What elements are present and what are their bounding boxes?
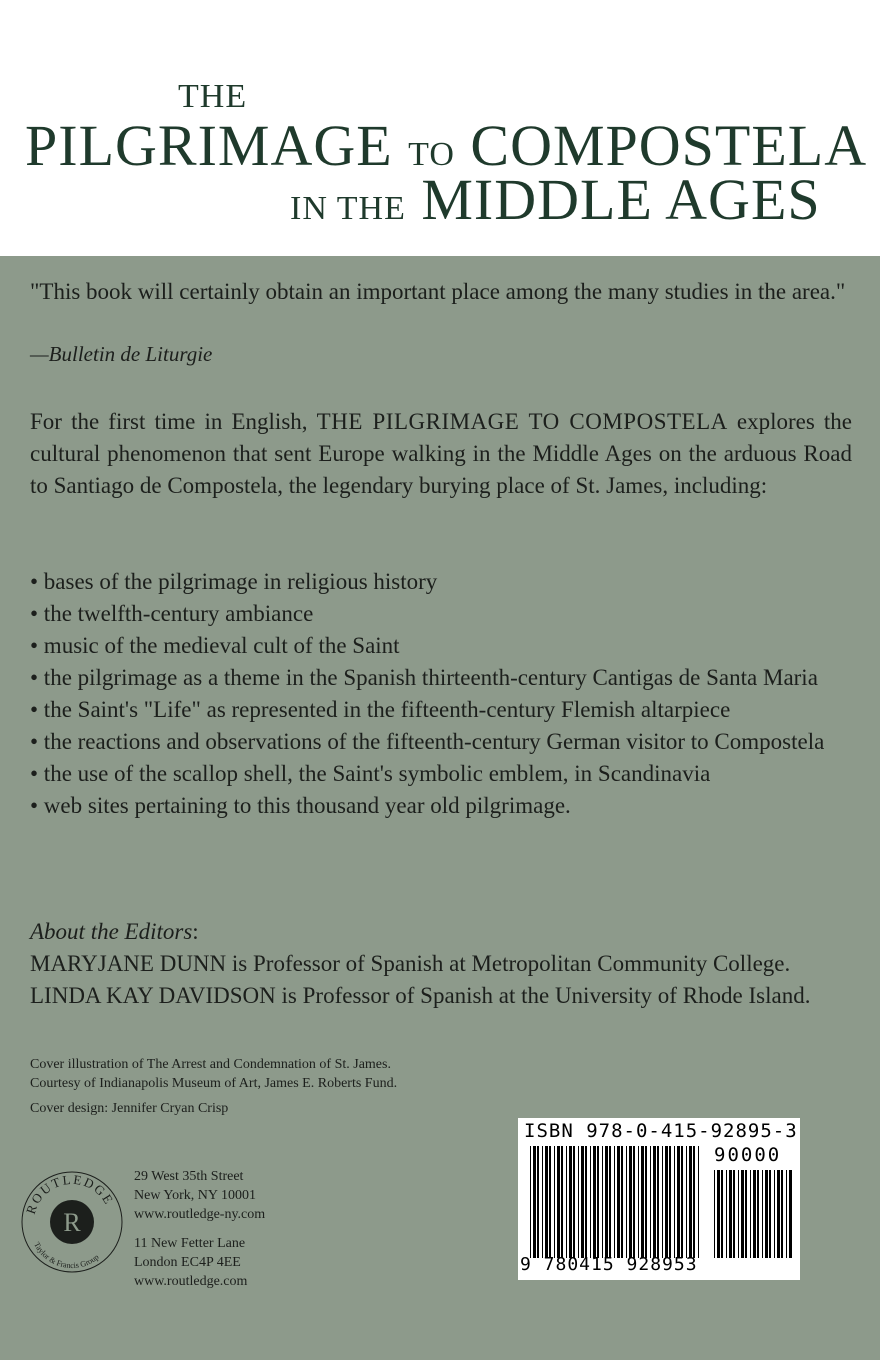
editor-1-name: MARYJANE DUNN <box>30 951 227 976</box>
barcode-bar <box>786 1170 787 1258</box>
barcode-bar <box>578 1146 579 1258</box>
barcode-bar <box>590 1146 591 1258</box>
barcode-bar <box>641 1146 644 1258</box>
barcode-bar <box>733 1170 735 1258</box>
barcode-bar <box>585 1146 587 1258</box>
barcode-bar <box>554 1146 555 1258</box>
barcode-bar <box>645 1146 647 1258</box>
barcode-bar <box>686 1146 687 1258</box>
barcode-bar <box>626 1146 627 1258</box>
barcode-bar <box>530 1146 531 1258</box>
title-word-pilgrimage: PILGRIMAGE <box>25 113 393 178</box>
barcode-bar <box>557 1146 560 1258</box>
list-item: • the reactions and observations of the fifteenth-century German visitor to Compostela <box>30 729 825 754</box>
uk-address-web[interactable]: www.routledge.com <box>134 1274 248 1289</box>
review-quote: "This book will certainly obtain an important place among the many studies in the area." <box>30 279 846 304</box>
uk-address-street: 11 New Fetter Lane <box>134 1236 246 1251</box>
barcode-bar <box>573 1146 575 1258</box>
barcode-bar <box>750 1170 751 1258</box>
barcode-digits: 9 780415 928953 <box>520 1254 698 1275</box>
review-source: —Bulletin de Liturgie <box>30 342 213 366</box>
routledge-logo <box>20 1170 124 1274</box>
barcode-bar <box>693 1146 695 1258</box>
credit-illustration: Cover illustration of The Arrest and Condemnation of St. James. <box>30 1057 391 1072</box>
isbn-label: ISBN 978-0-415-92895-3 <box>524 1120 798 1142</box>
title-word-middle-ages: MIDDLE AGES <box>421 167 821 232</box>
barcode-bar <box>629 1146 632 1258</box>
about-heading-line <box>30 916 870 948</box>
about-heading: About the Editors <box>30 919 193 944</box>
barcode-bars-main <box>530 1146 700 1258</box>
barcode-bar <box>753 1170 756 1258</box>
title-line-1: THE <box>178 78 248 115</box>
price-code: 90000 <box>714 1144 782 1166</box>
us-address-city: New York, NY 10001 <box>134 1188 256 1203</box>
intro-lead: For the first time in English, <box>30 409 308 434</box>
editor-2-name: LINDA KAY DAVIDSON <box>30 983 276 1008</box>
barcode-bar <box>593 1146 596 1258</box>
about-editors <box>30 916 870 1012</box>
barcode-bar <box>698 1146 699 1258</box>
barcode-bar <box>745 1170 747 1258</box>
barcode-bar <box>677 1146 680 1258</box>
barcode-bar <box>769 1170 771 1258</box>
barcode-bar <box>721 1170 723 1258</box>
list-item: • the use of the scallop shell, the Saint's symbolic emblem, in Scandinavia <box>30 761 711 786</box>
title-word-compostela: COMPOSTELA <box>470 113 868 178</box>
us-address-web[interactable]: www.routledge-ny.com <box>134 1207 266 1222</box>
intro-rest: explores the cultural phenomenon that sent Europe walking in the Middle Ages on the arduous Road to Santiago de Compostela, the legendary burying place of St. James, including: <box>30 409 853 498</box>
editor-1-desc: is Professor of Spanish at Metropolitan Community College. <box>226 951 791 976</box>
barcode-bar <box>609 1146 611 1258</box>
barcode-bar <box>665 1146 668 1258</box>
barcode-bar <box>765 1170 768 1258</box>
credit-design: Cover design: Jennifer Cryan Crisp <box>30 1101 229 1116</box>
barcode-bar <box>757 1170 759 1258</box>
barcode-bar <box>653 1146 656 1258</box>
barcode-bar <box>537 1146 539 1258</box>
editor-2-desc: is Professor of Spanish at the University of Rhode Island. <box>275 983 811 1008</box>
intro-paragraph <box>30 406 852 502</box>
title-line-3 <box>290 166 821 233</box>
barcode-bar <box>533 1146 536 1258</box>
barcode <box>518 1118 800 1280</box>
barcode-bar <box>650 1146 651 1258</box>
cover-credits <box>30 1055 397 1093</box>
barcode-bar <box>669 1146 671 1258</box>
barcode-bar <box>545 1146 548 1258</box>
barcode-bar <box>561 1146 563 1258</box>
barcode-bar <box>566 1146 567 1258</box>
barcode-bar <box>789 1170 792 1258</box>
logo-text: ROUTLEDGE <box>22 1171 118 1216</box>
about-colon: : <box>192 919 199 944</box>
barcode-bar <box>689 1146 692 1258</box>
logo-letter: R <box>63 1208 81 1237</box>
list-item: • bases of the pilgrimage in religious history <box>30 569 438 594</box>
barcode-bar <box>638 1146 639 1258</box>
barcode-bar <box>762 1170 763 1258</box>
barcode-bar <box>605 1146 608 1258</box>
barcode-bar <box>738 1170 739 1258</box>
list-item: • music of the medieval cult of the Saint <box>30 633 400 658</box>
barcode-bar <box>617 1146 620 1258</box>
us-address-street: 29 West 35th Street <box>134 1169 244 1184</box>
list-item: • web sites pertaining to this thousand year old pilgrimage. <box>30 793 571 818</box>
barcode-bar <box>542 1146 543 1258</box>
list-item: • the twelfth-century ambiance <box>30 601 314 626</box>
barcode-bar <box>602 1146 603 1258</box>
logo-subtext: Taylor & Francis Group <box>32 1240 101 1271</box>
barcode-bar <box>621 1146 623 1258</box>
topics-list <box>30 566 852 822</box>
barcode-bar <box>774 1170 775 1258</box>
barcode-bar <box>741 1170 744 1258</box>
barcode-bar <box>549 1146 551 1258</box>
barcode-bar <box>633 1146 635 1258</box>
editor-2 <box>30 980 870 1012</box>
barcode-bar <box>681 1146 683 1258</box>
intro-book-title: THE PILGRIMAGE TO COMPOSTELA <box>316 409 728 434</box>
barcode-bar <box>717 1170 720 1258</box>
uk-address-city: London EC4P 4EE <box>134 1255 241 1270</box>
editor-1 <box>30 948 870 980</box>
barcode-bar <box>597 1146 599 1258</box>
barcode-bar <box>729 1170 732 1258</box>
title-word-in-the: IN THE <box>290 190 406 227</box>
barcode-bar <box>777 1170 780 1258</box>
credit-courtesy: Courtesy of Indianapolis Museum of Art, James E. Roberts Fund. <box>30 1076 398 1091</box>
list-item: • the Saint's "Life" as represented in the fifteenth-century Flemish altarpiece <box>30 697 731 722</box>
list-item: • the pilgrimage as a theme in the Spanish thirteenth-century Cantigas de Santa Maria <box>30 665 818 690</box>
title-word-to: TO <box>408 136 455 173</box>
barcode-bar <box>581 1146 584 1258</box>
barcode-bar <box>726 1170 727 1258</box>
barcode-bars-addon <box>714 1170 792 1258</box>
barcode-bar <box>614 1146 615 1258</box>
publisher-addresses <box>134 1167 265 1291</box>
barcode-bar <box>781 1170 783 1258</box>
barcode-bar <box>569 1146 572 1258</box>
barcode-bar <box>674 1146 675 1258</box>
barcode-bar <box>657 1146 659 1258</box>
barcode-bar <box>714 1170 715 1258</box>
barcode-bar <box>662 1146 663 1258</box>
